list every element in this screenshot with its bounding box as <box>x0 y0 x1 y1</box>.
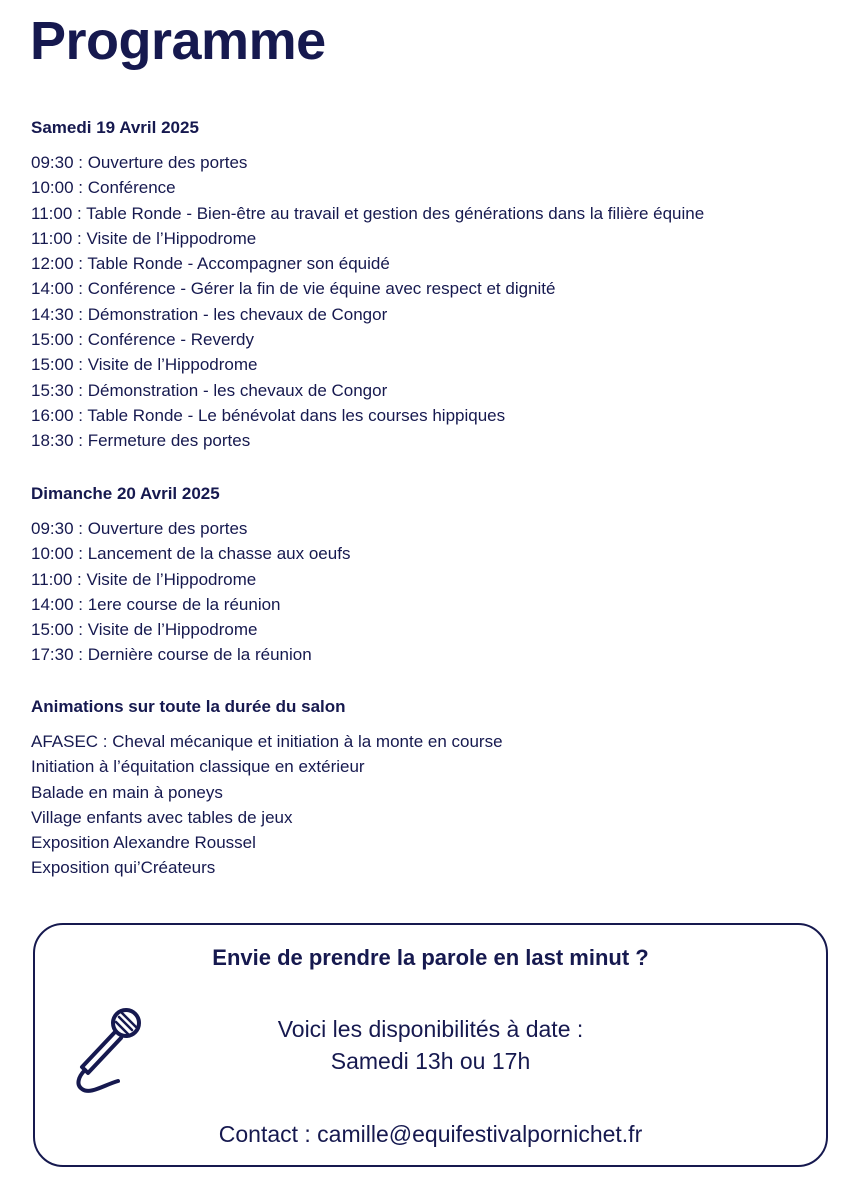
schedule-item: 11:00 : Visite de l’Hippodrome <box>31 228 257 248</box>
sunday-list <box>31 516 350 668</box>
saturday-section <box>31 116 704 454</box>
animation-item: Exposition Alexandre Roussel <box>31 833 256 853</box>
schedule-item: 09:30 : Ouverture des portes <box>31 153 248 172</box>
availability-slots: Samedi 13h ou 17h <box>330 1048 531 1074</box>
schedule-item: 14:00 : Conférence - Gérer la fin de vie équine avec respect et dignité <box>31 279 556 299</box>
schedule-item: 15:00 : Visite de l’Hippodrome <box>31 355 258 375</box>
page-title: Programme <box>30 11 326 71</box>
schedule-item: 10:00 : Lancement de la chasse aux oeufs <box>31 544 351 564</box>
schedule-item: 09:30 : Ouverture des portes <box>31 519 248 538</box>
schedule-item: 10:00 : Conférence <box>31 178 176 198</box>
animations-heading: Animations sur toute la durée du salon <box>31 697 346 716</box>
animation-item: Initiation à l’équitation classique en extérieur <box>31 757 365 777</box>
schedule-item: 18:30 : Fermeture des portes <box>31 431 251 451</box>
schedule-item: 11:00 : Visite de l’Hippodrome <box>31 569 257 589</box>
animations-section <box>31 695 503 881</box>
animation-item: Village enfants avec tables de jeux <box>31 807 293 827</box>
contact-line[interactable]: Contact : camille@equifestivalpornichet.fr <box>218 1121 643 1147</box>
animation-item: AFASEC : Cheval mécanique et initiation à la monte en course <box>31 732 503 751</box>
sunday-section <box>31 482 350 668</box>
schedule-item: 14:30 : Démonstration - les chevaux de Congor <box>31 304 388 324</box>
animation-item: Exposition qui’Créateurs <box>31 858 216 878</box>
schedule-item: 15:00 : Conférence - Reverdy <box>31 330 255 350</box>
saturday-heading: Samedi 19 Avril 2025 <box>31 118 199 137</box>
schedule-item: 14:00 : 1ere course de la réunion <box>31 594 281 614</box>
speaker-callout-box <box>33 923 828 1167</box>
availability-intro: Voici les disponibilités à date : <box>277 1016 584 1042</box>
schedule-item: 15:00 : Visite de l’Hippodrome <box>31 620 258 640</box>
animations-list <box>31 729 503 881</box>
saturday-list <box>31 150 704 454</box>
schedule-item: 16:00 : Table Ronde - Le bénévolat dans les courses hippiques <box>31 405 506 425</box>
schedule-item: 12:00 : Table Ronde - Accompagner son équidé <box>31 254 390 274</box>
schedule-item: 15:30 : Démonstration - les chevaux de Congor <box>31 380 388 400</box>
sunday-heading: Dimanche 20 Avril 2025 <box>31 484 220 503</box>
schedule-item: 17:30 : Dernière course de la réunion <box>31 645 312 665</box>
callout-title: Envie de prendre la parole en last minut ? <box>212 945 649 970</box>
animation-item: Balade en main à poneys <box>31 782 223 802</box>
schedule-item: 11:00 : Table Ronde - Bien-être au travail et gestion des générations dans la filière équine <box>31 203 705 223</box>
